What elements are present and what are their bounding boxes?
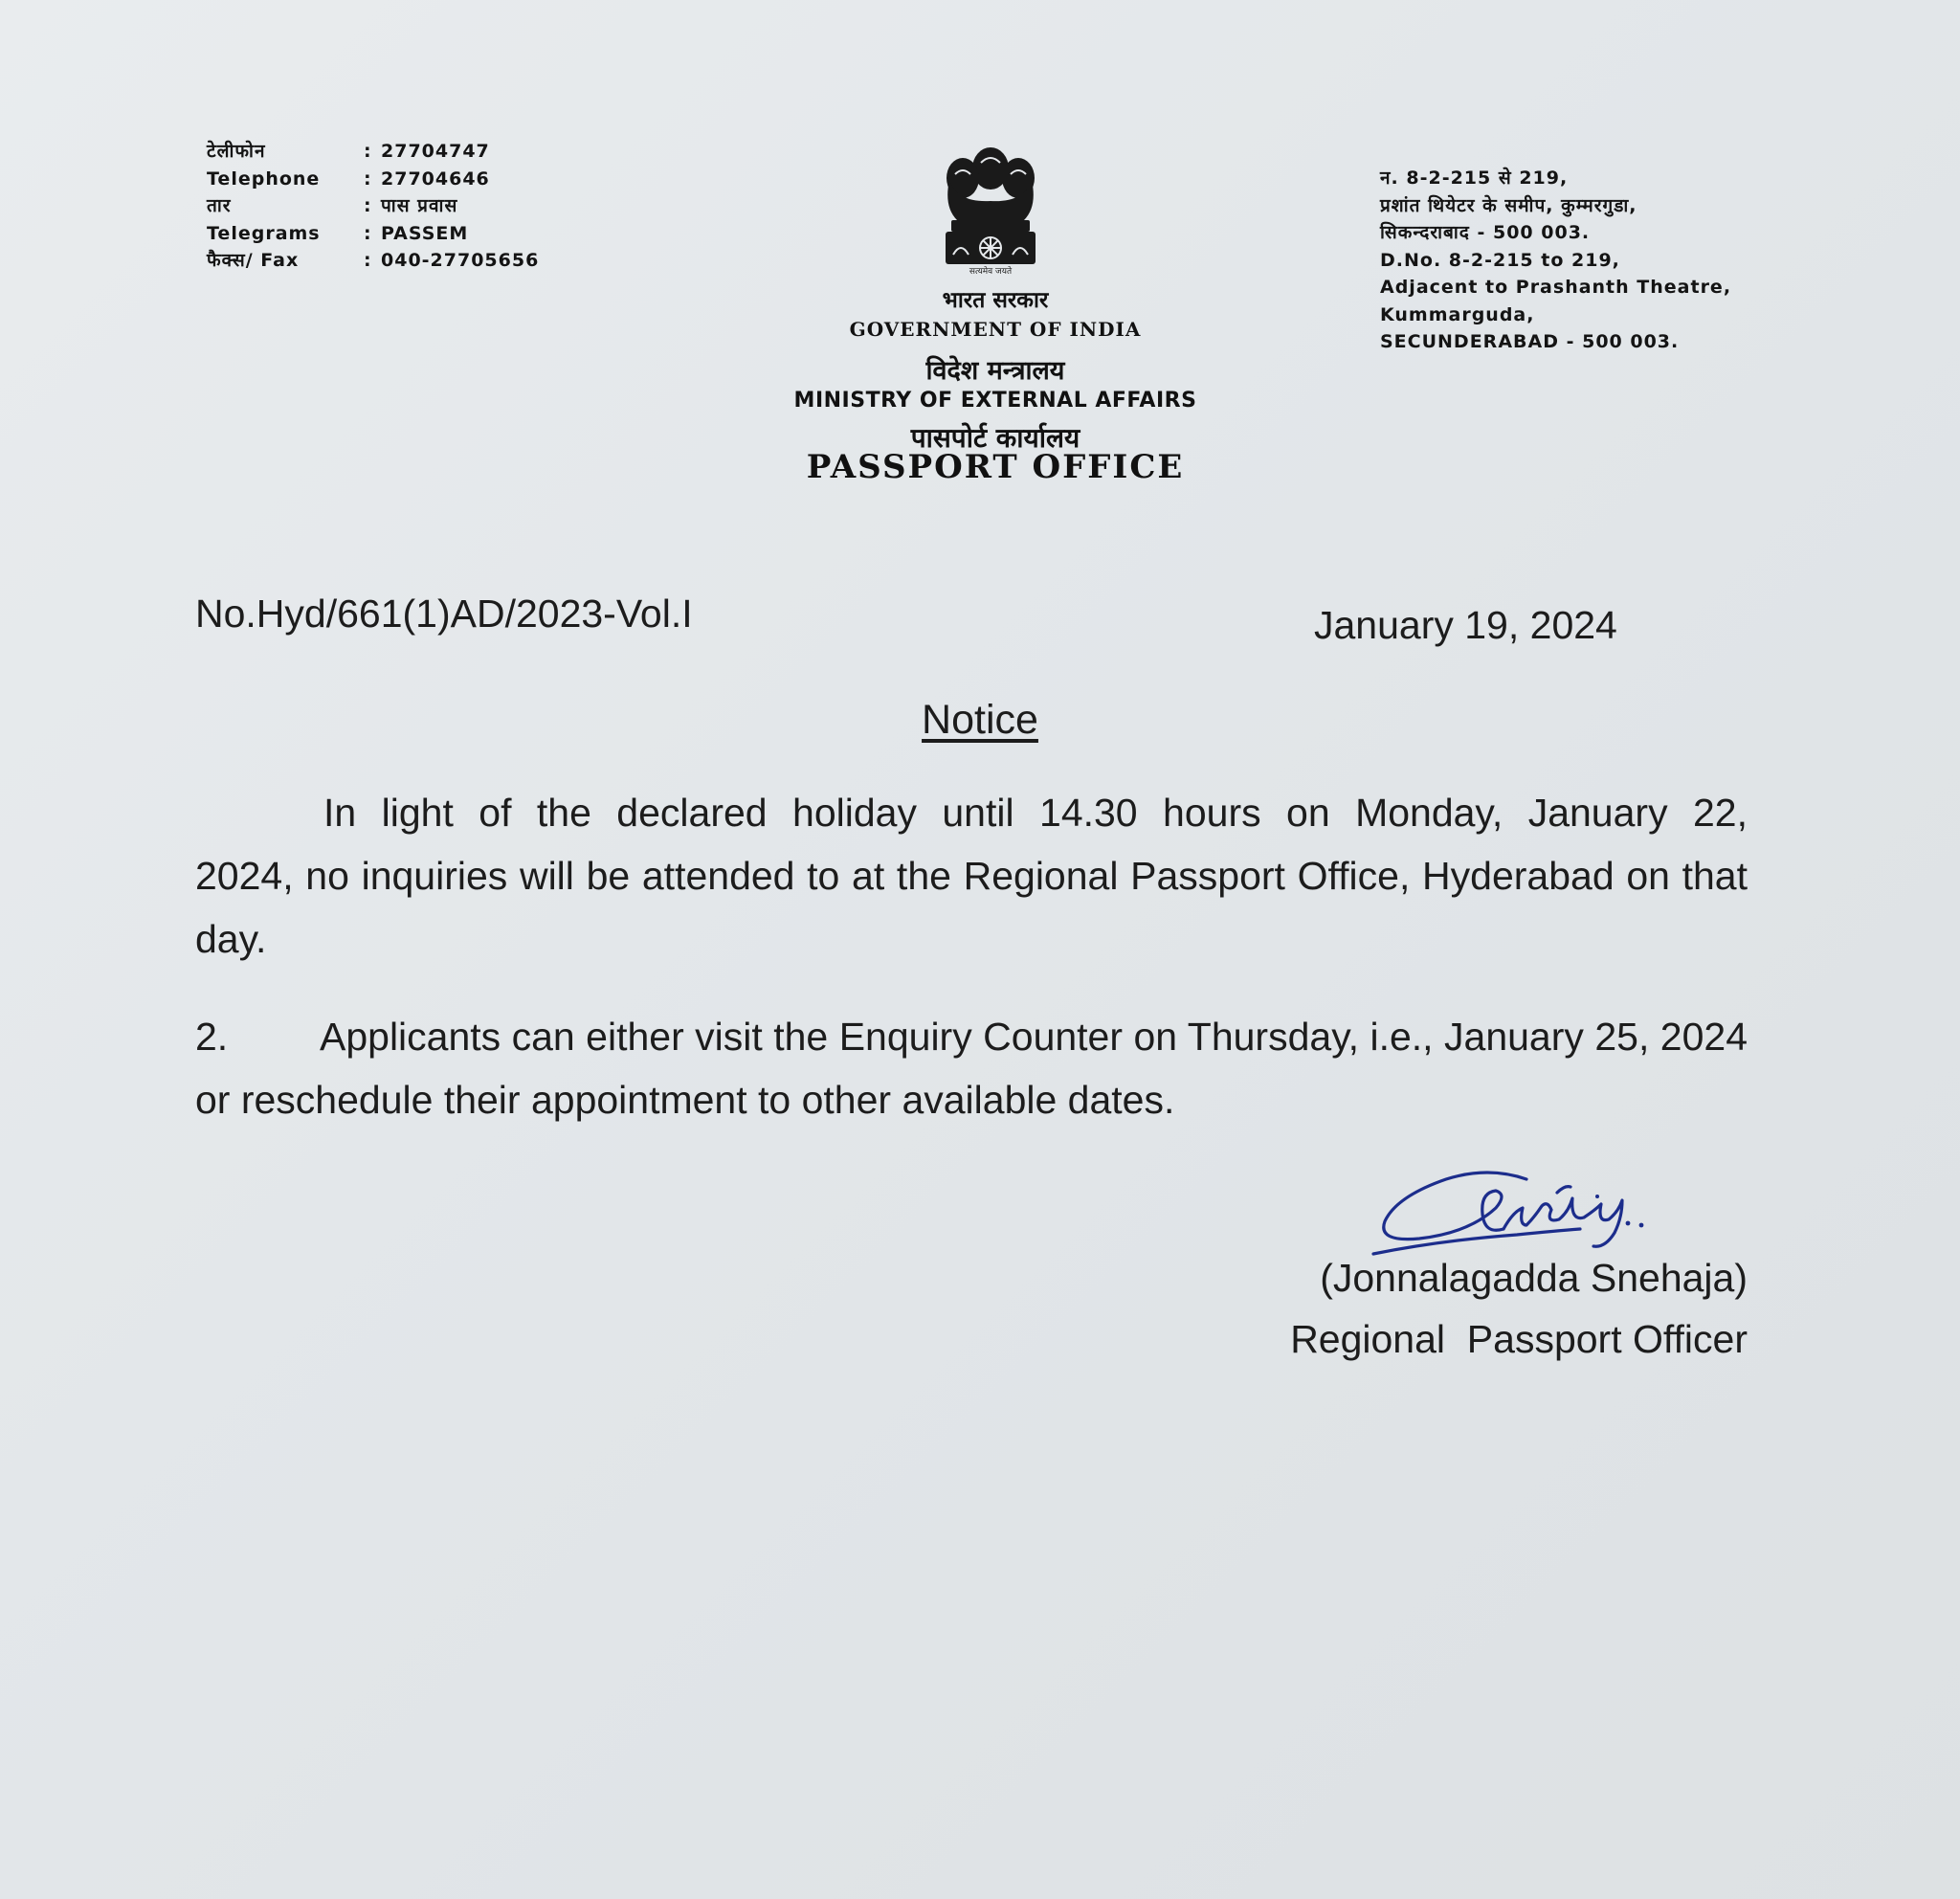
contact-separator: :	[364, 168, 372, 190]
contact-label: Telephone	[207, 168, 321, 190]
letterhead-address-block	[1380, 165, 1731, 356]
office-title: PASSPORT OFFICE	[806, 448, 1185, 486]
ministry-title: MINISTRY OF EXTERNAL AFFAIRS	[793, 389, 1197, 413]
contact-row-telephone-hi	[207, 138, 539, 166]
contact-value: 040-27705656	[381, 250, 540, 271]
letterhead-contact-block	[207, 138, 539, 275]
contact-separator: :	[364, 141, 372, 162]
address-line: न. 8-2-215 से 219,	[1380, 168, 1569, 189]
contact-row-telegram-hi	[207, 192, 539, 220]
contact-label: फैक्स/ Fax	[207, 250, 300, 271]
contact-separator: :	[364, 222, 372, 244]
contact-label: तार	[207, 195, 232, 216]
address-line: Kummarguda,	[1380, 303, 1535, 325]
contact-value: पास प्रवास	[381, 195, 458, 216]
notice-title: Notice	[922, 697, 1038, 743]
contact-value: PASSEM	[381, 222, 469, 244]
contact-label: Telegrams	[207, 222, 321, 244]
national-emblem-icon	[928, 140, 1053, 276]
ministry-title-hindi: विदेश मन्त्रालय	[925, 356, 1065, 386]
contact-value: 27704646	[381, 168, 490, 190]
address-line: Adjacent to Prashanth Theatre,	[1380, 277, 1732, 298]
contact-value: 27704747	[381, 141, 490, 162]
address-line: D.No. 8-2-215 to 219,	[1380, 249, 1620, 271]
office-title-hindi: पासपोर्ट कार्यालय	[910, 422, 1080, 454]
paragraph-1-first-line: In light of the declared holiday until 14.30 hours on Monday, January 22,	[323, 791, 1748, 835]
address-line: प्रशांत थियेटर के समीप, कुम्मरगुडा,	[1380, 194, 1637, 216]
address-line: सिकन्दराबाद - 500 003.	[1380, 222, 1591, 243]
reference-number: No.Hyd/661(1)AD/2023-Vol.I	[195, 592, 693, 636]
signature	[1364, 1141, 1670, 1275]
contact-separator: :	[364, 195, 372, 216]
signatory-name: (Jonnalagadda Snehaja)	[1320, 1256, 1748, 1300]
emblem-motto: सत्यमेव जयते	[969, 267, 1013, 277]
contact-separator: :	[364, 250, 372, 271]
notice-date: January 19, 2024	[1314, 603, 1617, 647]
contact-row-telephone	[207, 166, 539, 193]
paragraph-1	[195, 781, 1748, 971]
signatory-title: Regional Passport Officer	[1290, 1317, 1748, 1361]
paragraph-1-rest: 2024, no inquiries will be attended to at the Regional Passport Office, Hyderabad on that day.	[195, 854, 1748, 961]
paragraph-2	[195, 1005, 1748, 1131]
government-title: GOVERNMENT OF INDIA	[849, 318, 1142, 341]
address-line: SECUNDERABAD - 500 003.	[1380, 331, 1680, 352]
paragraph-2-text: Applicants can either visit the Enquiry Counter on Thursday, i.e., January 25, 2024 or reschedule their appointment to other available dates.	[195, 1015, 1748, 1122]
contact-row-telegrams	[207, 220, 539, 248]
contact-label: टेलीफोन	[207, 141, 266, 162]
government-title-hindi: भारत सरकार	[942, 288, 1049, 313]
paragraph-2-number: 2.	[195, 1015, 229, 1059]
contact-row-fax	[207, 247, 539, 275]
